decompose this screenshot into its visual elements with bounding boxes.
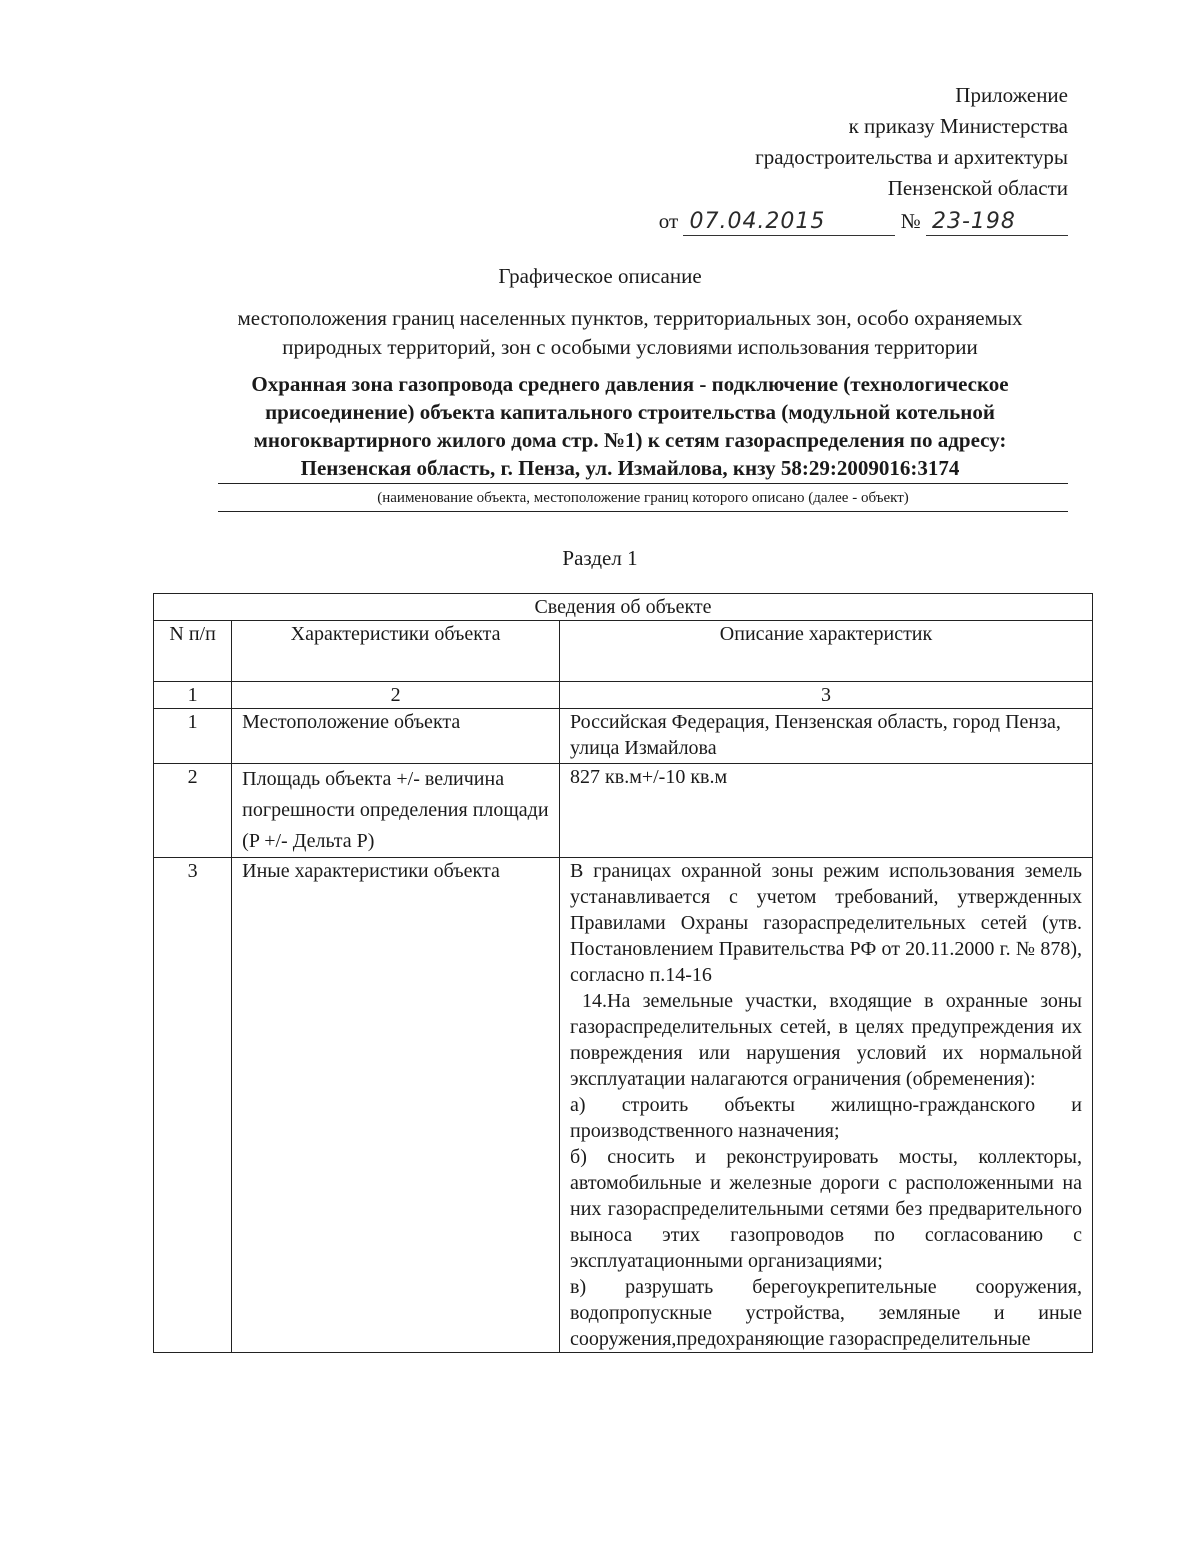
divider-bottom bbox=[218, 511, 1068, 512]
row-number: 3 bbox=[154, 858, 232, 1353]
table-column-number-row bbox=[154, 682, 1093, 709]
approval-line-appendix: Приложение bbox=[955, 83, 1068, 107]
header-characteristic: Характеристики объекта bbox=[232, 621, 560, 682]
approval-line-region: Пензенской области bbox=[887, 176, 1068, 200]
object-info-table bbox=[153, 593, 1093, 1353]
table-row bbox=[154, 709, 1093, 764]
table-header-row bbox=[154, 621, 1093, 682]
header-description: Описание характеристик bbox=[560, 621, 1093, 682]
row-description: 827 кв.м+/-10 кв.м bbox=[560, 764, 1093, 858]
table-caption: Сведения об объекте bbox=[154, 594, 1093, 621]
paragraph-restrictions: 14.На земельные участки, входящие в охранные зоны газораспределительных сетей, в целях предупреждения их повреждения или нарушения условий их нормальной эксплуатации налагаются ограничения (обременения): bbox=[570, 990, 1082, 1090]
paragraph-regime: В границах охранной зоны режим использования земель устанавливается с учетом требований, утвержденных Правилами Охраны газораспределительных сетей (утв. Постановлением Правительства РФ от 20.11.2000 г. № 878), согласно п.14-16 bbox=[570, 860, 1082, 986]
section-heading: Раздел 1 bbox=[562, 546, 638, 570]
header-number: N п/п bbox=[154, 621, 232, 682]
row-characteristic: Иные характеристики объекта bbox=[232, 858, 560, 1353]
column-number-2: 2 bbox=[232, 682, 560, 709]
document-title: Графическое описание bbox=[498, 264, 702, 288]
document-subtitle: местоположения границ населенных пунктов, территориальных зон, особо охраняемых природных территорий, зон с особыми условиями использования территории bbox=[237, 306, 1023, 359]
paragraph-item-b: б) сносить и реконструировать мосты, коллекторы, автомобильные и железные дороги с расположенными на них газораспределительными сетями без предварительного выноса этих газопроводов по согласованию с эксплуатационными организациями; bbox=[570, 1146, 1082, 1272]
date-prefix: от bbox=[658, 209, 679, 233]
table-caption-row bbox=[154, 594, 1093, 621]
approval-line-ministry: градостроительства и архитектуры bbox=[755, 145, 1068, 169]
approval-date-line bbox=[659, 206, 1068, 237]
paragraph-item-c: в) разрушать берегоукрепительные сооружения, водопропускные устройства, земляные и иные сооружения,предохраняющие газораспределительные bbox=[570, 1276, 1082, 1350]
row-characteristic: Площадь объекта +/- величина погрешности определения площади (P +/- Дельта P) bbox=[232, 764, 560, 858]
table-row bbox=[154, 764, 1093, 858]
row-number: 2 bbox=[154, 764, 232, 858]
handwritten-date: 07.04.2015 bbox=[683, 209, 895, 236]
table-row bbox=[154, 858, 1093, 1353]
row-description: Российская Федерация, Пензенская область, город Пенза, улица Измайлова bbox=[560, 709, 1093, 764]
approval-block bbox=[659, 80, 1068, 237]
row-description bbox=[560, 858, 1093, 1353]
object-name: Охранная зона газопровода среднего давления - подключение (технологическое присоединение) объекта капитального строительства (модульной котельной многоквартирного жилого дома стр. №1) к сетям газораспределения по адресу: Пензенская область, г. Пенза, ул. Измайлова, кнзу 58:29:2009016:3174 bbox=[251, 372, 1009, 480]
row-characteristic: Местоположение объекта bbox=[232, 709, 560, 764]
column-number-1: 1 bbox=[154, 682, 232, 709]
row-number: 1 bbox=[154, 709, 232, 764]
object-name-caption: (наименование объекта, местоположение границ которого описано (далее - объект) bbox=[377, 490, 909, 506]
paragraph-item-a: а) строить объекты жилищно-гражданского и производственного назначения; bbox=[570, 1094, 1082, 1142]
number-prefix: № bbox=[900, 209, 921, 233]
column-number-3: 3 bbox=[560, 682, 1093, 709]
handwritten-number: 23-198 bbox=[926, 209, 1068, 236]
divider-top bbox=[218, 483, 1068, 484]
approval-line-order: к приказу Министерства bbox=[848, 114, 1068, 138]
